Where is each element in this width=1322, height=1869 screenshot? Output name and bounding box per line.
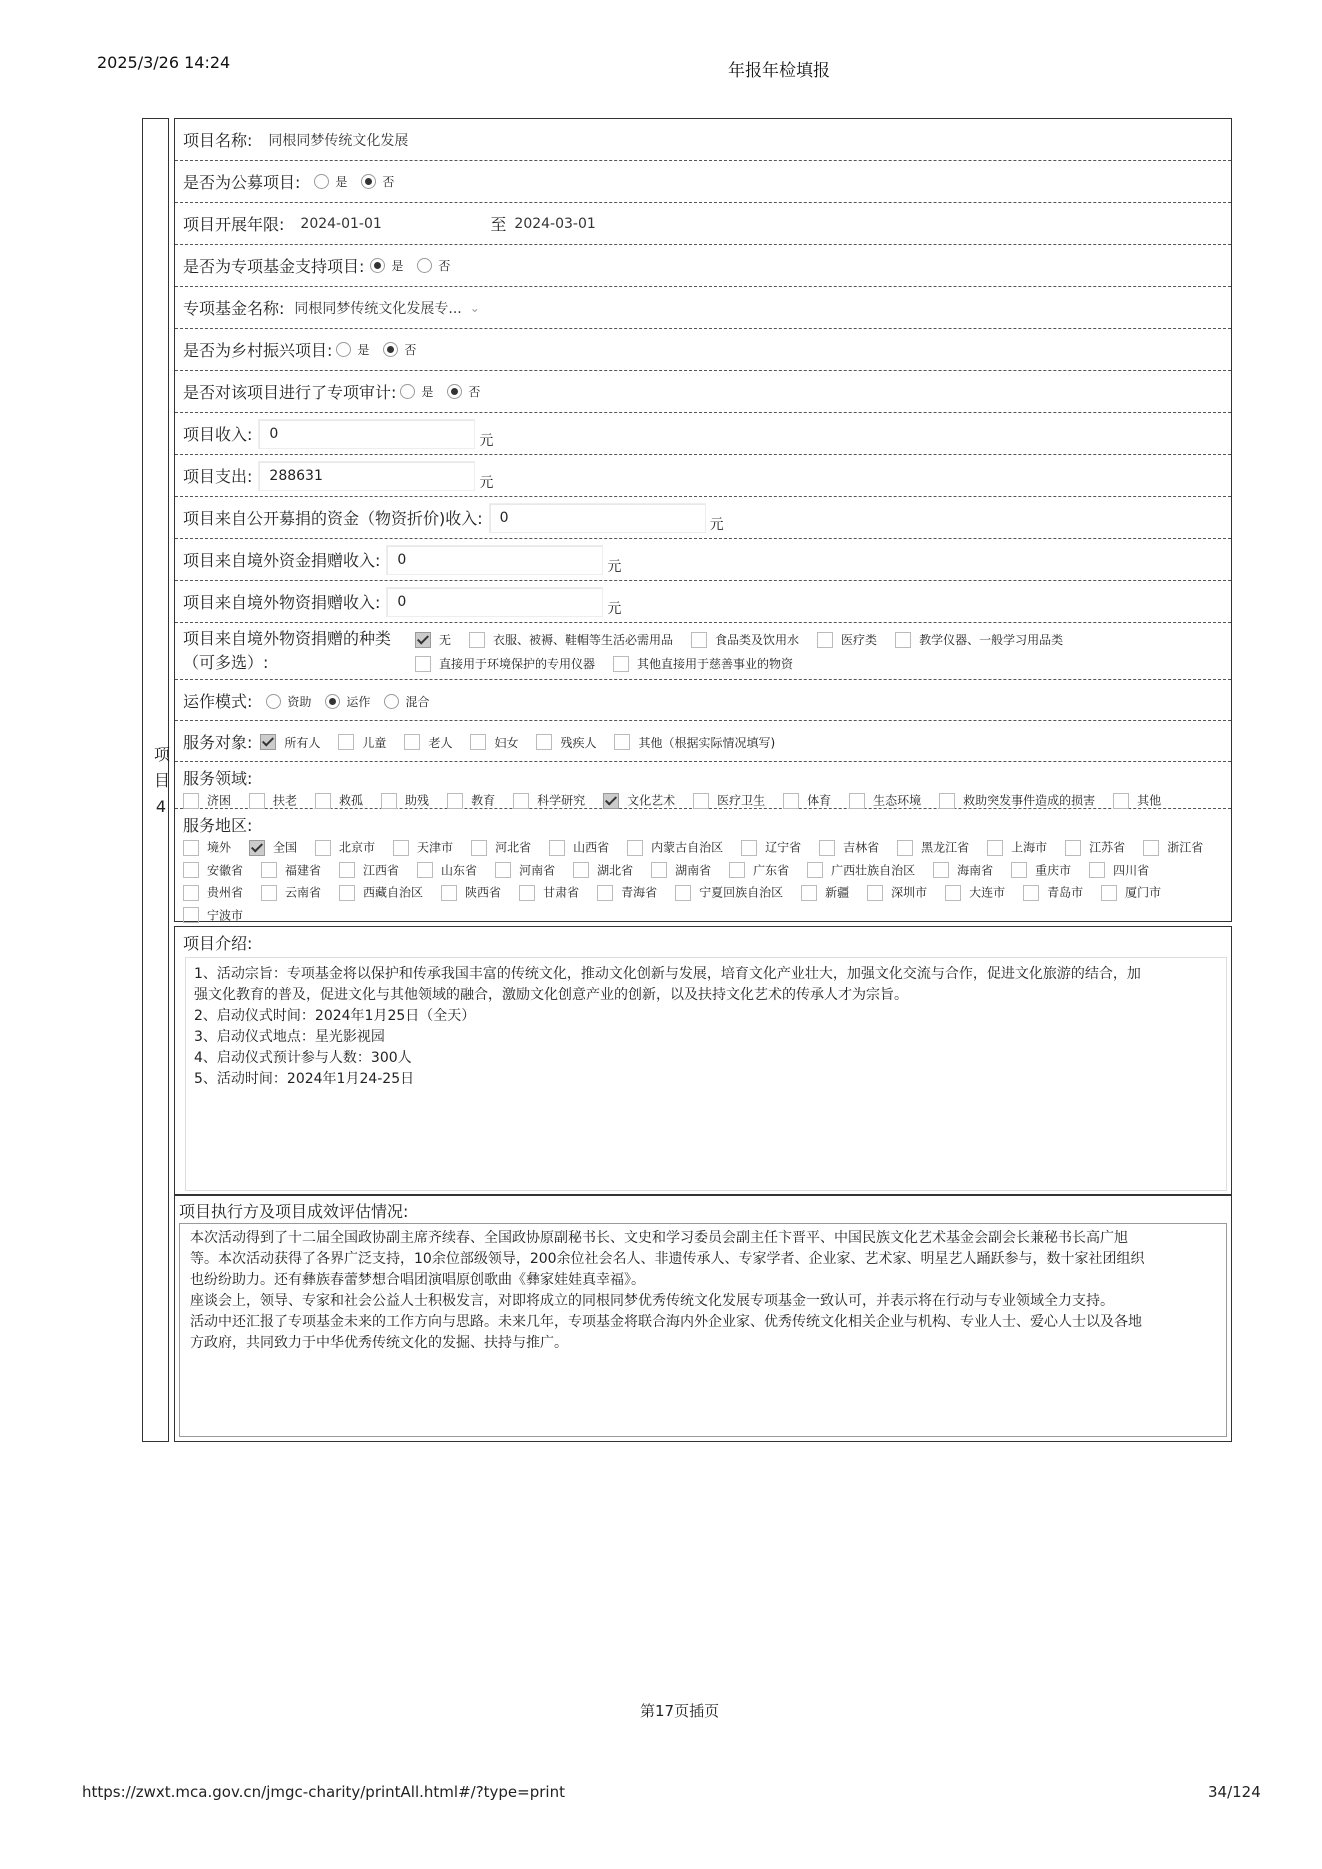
project-name-value[interactable]: 同根同梦传统文化发展 (268, 132, 409, 149)
overseas-goods-label: 项目来自境外物资捐赠收入: (183, 593, 381, 612)
project-form (142, 118, 1232, 1438)
checkbox-icon[interactable] (627, 840, 643, 856)
service-area-option[interactable] (393, 836, 453, 859)
evaluation-text-line: 等。本次活动获得了各界广泛支持，10余位部级领导，200余位社会名人、非遗传承人、专家学者、企业家、艺术家、明星艺人踊跃参与，数十家社团组织 (190, 1251, 1145, 1267)
checkbox-icon[interactable] (597, 885, 613, 901)
checkbox-icon[interactable] (1023, 885, 1039, 901)
service-field-option[interactable] (381, 789, 429, 812)
operation-radio[interactable] (325, 694, 340, 709)
checkbox-icon[interactable] (183, 907, 199, 923)
checkbox-label: 北京市 (339, 840, 376, 855)
operation-option-label: 运作 (346, 694, 371, 709)
service-area-option[interactable] (651, 859, 711, 882)
row-fund-name (175, 287, 1231, 329)
rural-no-label: 否 (404, 343, 417, 357)
service-target-option[interactable] (338, 732, 386, 751)
rural-no-radio[interactable] (383, 342, 398, 357)
checkbox-icon[interactable] (1089, 862, 1105, 878)
service-area-option[interactable] (519, 881, 579, 904)
checkbox-label: 福建省 (285, 863, 322, 877)
checkbox-icon[interactable] (536, 734, 552, 750)
checkbox-icon[interactable] (1143, 840, 1159, 856)
checkbox-icon[interactable] (381, 793, 397, 809)
checkbox-icon[interactable] (470, 734, 486, 750)
checkbox-label: 老人 (428, 735, 453, 750)
service-area-option[interactable] (183, 881, 243, 904)
checkbox-icon[interactable] (849, 793, 865, 809)
checkbox-icon[interactable] (415, 656, 431, 672)
checkbox-icon[interactable] (614, 734, 630, 750)
checkbox-label: 生态环境 (873, 793, 922, 808)
intro-text-line: 2、启动仪式时间：2024年1月25日（全天） (194, 1008, 476, 1024)
evaluation-textarea[interactable] (179, 1223, 1227, 1437)
rural-label: 是否为乡村振兴项目: (183, 341, 333, 360)
checkbox-icon[interactable] (675, 885, 691, 901)
checkbox-label: 宁波市 (207, 908, 244, 922)
row-period (175, 203, 1231, 245)
checkbox-label: 文化艺术 (627, 793, 676, 808)
goods-types-options-2 (415, 653, 811, 672)
checkbox-icon[interactable] (1011, 862, 1027, 878)
goods-types-label-multi: （可多选）: (183, 653, 269, 672)
service-area-option[interactable] (867, 881, 927, 904)
intro-text-line: 5、活动时间：2024年1月24-25日 (194, 1071, 415, 1087)
service-area-option[interactable] (261, 859, 321, 882)
row-goods-types (175, 623, 1231, 680)
audit-no-radio[interactable] (447, 384, 462, 399)
checkbox-icon[interactable] (519, 885, 535, 901)
operation-label: 运作模式: (183, 691, 253, 711)
service-target-option[interactable] (470, 732, 518, 751)
period-separator: 至 (490, 215, 507, 234)
checkbox-label: 山东省 (441, 863, 478, 877)
public-income-input[interactable]: 0 (489, 503, 706, 533)
audit-label: 是否对该项目进行了专项审计: (183, 383, 397, 402)
checkbox-label: 浙江省 (1167, 840, 1204, 855)
project-name-label: 项目名称: (183, 131, 253, 150)
checkbox-icon[interactable] (549, 840, 565, 856)
checkbox-icon[interactable] (819, 840, 835, 856)
checkbox-label: 四川省 (1113, 863, 1150, 877)
period-start-input[interactable]: 2024-01-01 (300, 215, 382, 232)
checkbox-label: 其他 (1137, 793, 1162, 808)
row-service-area (175, 809, 1231, 922)
service-area-option[interactable] (441, 881, 501, 904)
checkbox-label: 教育 (471, 793, 496, 808)
goods-type-option[interactable] (415, 629, 451, 648)
basic-info-section (174, 118, 1232, 922)
checkbox-label: 湖南省 (675, 863, 712, 877)
checkbox-label: 广东省 (753, 863, 790, 877)
row-service-field (175, 762, 1231, 809)
overseas-funds-unit: 元 (607, 558, 622, 575)
service-area-option[interactable] (741, 836, 801, 859)
public-label: 是否为公募项目: (183, 173, 301, 192)
service-field-option[interactable] (603, 789, 675, 812)
checkbox-icon[interactable] (693, 793, 709, 809)
overseas-funds-label: 项目来自境外资金捐赠收入: (183, 551, 381, 570)
checkbox-icon[interactable] (183, 862, 199, 878)
checkbox-icon[interactable] (183, 885, 199, 901)
service-area-option[interactable] (417, 859, 477, 882)
goods-types-options (415, 629, 1081, 648)
checkbox-label: 食品类及饮用水 (715, 633, 800, 647)
service-area-option[interactable] (987, 836, 1047, 859)
goods-type-option[interactable] (691, 629, 799, 648)
checkbox-checked-icon[interactable] (260, 734, 276, 750)
checkbox-label: 青海省 (621, 885, 658, 900)
row-public (175, 161, 1231, 203)
checkbox-icon[interactable] (315, 793, 331, 809)
checkbox-icon[interactable] (651, 862, 667, 878)
row-expense (175, 455, 1231, 497)
checkbox-icon[interactable] (339, 862, 355, 878)
checkbox-label: 江西省 (363, 863, 400, 877)
checkbox-checked-icon[interactable] (249, 840, 265, 856)
checkbox-icon[interactable] (895, 632, 911, 648)
checkbox-label: 西藏自治区 (363, 885, 424, 900)
operation-radio[interactable] (266, 694, 281, 709)
checkbox-icon[interactable] (261, 885, 277, 901)
service-area-option[interactable] (339, 859, 399, 882)
goods-type-option[interactable] (613, 653, 793, 672)
checkbox-label: 厦门市 (1125, 885, 1162, 900)
service-field-option[interactable] (849, 789, 921, 812)
public-yes-label: 是 (335, 175, 348, 189)
checkbox-label: 所有人 (284, 735, 321, 750)
service-area-option[interactable] (675, 881, 783, 904)
intro-text-line: 强文化教育的普及，促进文化与其他领域的融合，激励文化创意产业的创新，以及扶持文化艺术的传承人才为宗旨。 (194, 987, 908, 1003)
row-overseas-funds (175, 539, 1231, 581)
checkbox-icon[interactable] (338, 734, 354, 750)
checkbox-icon[interactable] (183, 840, 199, 856)
goods-type-option[interactable] (817, 629, 877, 648)
checkbox-label: 大连市 (969, 885, 1006, 900)
service-field-label: 服务领域: (183, 769, 253, 788)
checkbox-label: 助残 (405, 793, 430, 808)
special-fund-yes-radio[interactable] (370, 258, 385, 273)
checkbox-label: 吉林省 (843, 840, 880, 855)
checkbox-label: 青岛市 (1047, 885, 1084, 900)
service-area-option[interactable] (249, 836, 297, 859)
checkbox-label: 天津市 (417, 840, 454, 855)
checkbox-icon[interactable] (315, 840, 331, 856)
income-unit: 元 (479, 432, 494, 449)
audit-no-label: 否 (468, 385, 481, 399)
service-area-option[interactable] (1011, 859, 1071, 882)
service-area-option[interactable] (183, 836, 231, 859)
checkbox-icon[interactable] (441, 885, 457, 901)
audit-yes-radio[interactable] (400, 384, 415, 399)
checkbox-label: 体育 (807, 793, 832, 808)
intro-section (174, 926, 1232, 1196)
checkbox-label: 教学仪器、一般学习用品类 (919, 633, 1064, 647)
service-field-options (175, 789, 1231, 812)
checkbox-icon[interactable] (945, 885, 961, 901)
checkbox-icon[interactable] (1065, 840, 1081, 856)
checkbox-label: 内蒙古自治区 (651, 840, 724, 855)
service-area-option[interactable] (1023, 881, 1083, 904)
service-area-options (175, 836, 1231, 926)
checkbox-icon[interactable] (729, 862, 745, 878)
row-income (175, 413, 1231, 455)
checkbox-label: 江苏省 (1089, 840, 1126, 855)
goods-type-option[interactable] (469, 629, 673, 648)
expense-unit: 元 (479, 474, 494, 491)
service-area-option[interactable] (933, 859, 993, 882)
checkbox-label: 海南省 (957, 863, 994, 877)
service-area-option[interactable] (1089, 859, 1149, 882)
checkbox-label: 新疆 (825, 885, 850, 900)
evaluation-text-line: 座谈会上，领导、专家和社会公益人士积极发言，对即将成立的同根同梦优秀传统文化发展专项基金一致认可，并表示将在行动与专业领域全力支持。 (190, 1293, 1114, 1309)
checkbox-icon[interactable] (801, 885, 817, 901)
evaluation-text-line: 方政府，共同致力于中华优秀传统文化的发掘、扶持与推广。 (190, 1335, 568, 1351)
checkbox-icon[interactable] (613, 656, 629, 672)
goods-type-option[interactable] (415, 653, 595, 672)
service-field-option[interactable] (249, 789, 297, 812)
fund-name-label: 专项基金名称: (183, 299, 285, 318)
service-area-option[interactable] (1065, 836, 1125, 859)
service-area-option[interactable] (897, 836, 969, 859)
checkbox-label: 河南省 (519, 863, 556, 877)
checkbox-label: 河北省 (495, 840, 532, 855)
operation-option-label: 资助 (287, 694, 312, 709)
service-target-label: 服务对象: (183, 732, 253, 752)
checkbox-label: 儿童 (362, 735, 387, 750)
intro-textarea[interactable] (185, 957, 1227, 1191)
service-area-option[interactable] (573, 859, 633, 882)
checkbox-label: 宁夏回族自治区 (699, 885, 784, 900)
operation-options (252, 691, 429, 710)
fund-name-select[interactable]: 同根同梦传统文化发展专... (294, 300, 462, 317)
service-area-option[interactable] (627, 836, 723, 859)
special-fund-label: 是否为专项基金支持项目: (183, 257, 365, 276)
row-operation (175, 680, 1231, 721)
checkbox-icon[interactable] (513, 793, 529, 809)
overseas-funds-input[interactable]: 0 (386, 545, 603, 575)
checkbox-label: 广西壮族自治区 (831, 863, 916, 877)
checkbox-label: 深圳市 (891, 885, 928, 900)
checkbox-label: 济困 (207, 793, 232, 808)
row-public-income (175, 497, 1231, 539)
checkbox-label: 湖北省 (597, 863, 634, 877)
service-field-option[interactable] (183, 789, 231, 812)
rural-yes-label: 是 (357, 343, 370, 357)
overseas-goods-unit: 元 (607, 600, 622, 617)
evaluation-text-line: 也纷纷助力。还有彝族春蕾梦想合唱团演唱原创歌曲《彝家娃娃真幸福》。 (190, 1272, 645, 1288)
intro-text-line: 1、活动宗旨：专项基金将以保护和传承我国丰富的传统文化，推动文化创新与发展，培育文化产业壮大，加强文化交流与合作，促进文化旅游的结合，加 (194, 966, 1141, 982)
service-target-option[interactable] (260, 732, 320, 751)
checkbox-icon[interactable] (249, 793, 265, 809)
service-target-option[interactable] (614, 732, 775, 751)
page-counter: 34/124 (1208, 1783, 1261, 1801)
service-area-option[interactable] (1101, 881, 1161, 904)
service-area-option[interactable] (183, 859, 243, 882)
page-title: 年报年检填报 (728, 61, 830, 81)
checkbox-icon[interactable] (471, 840, 487, 856)
service-area-option[interactable] (597, 881, 657, 904)
service-area-option[interactable] (471, 836, 531, 859)
checkbox-icon[interactable] (817, 632, 833, 648)
evaluation-text-line: 本次活动得到了十二届全国政协副主席齐续春、全国政协原副秘书长、文史和学习委员会副主任卞晋平、中国民族文化艺术基金会副会长兼秘书长高广旭 (190, 1230, 1128, 1246)
operation-option-label: 混合 (405, 694, 430, 709)
expense-input[interactable]: 288631 (258, 461, 475, 491)
checkbox-icon[interactable] (495, 862, 511, 878)
checkbox-label: 妇女 (494, 735, 519, 750)
row-special-fund (175, 245, 1231, 287)
service-field-option[interactable] (939, 789, 1095, 812)
checkbox-label: 山西省 (573, 840, 610, 855)
checkbox-icon[interactable] (1101, 885, 1117, 901)
checkbox-label: 贵州省 (207, 885, 244, 900)
row-overseas-goods (175, 581, 1231, 623)
checkbox-icon[interactable] (867, 885, 883, 901)
period-end-input[interactable]: 2024-03-01 (514, 215, 596, 232)
checkbox-label: 直接用于环境保护的专用仪器 (439, 657, 596, 671)
checkbox-checked-icon[interactable] (415, 632, 431, 648)
checkbox-icon[interactable] (404, 734, 420, 750)
service-area-option[interactable] (183, 904, 243, 927)
checkbox-icon[interactable] (987, 840, 1003, 856)
checkbox-label: 陕西省 (465, 885, 502, 900)
checkbox-icon[interactable] (939, 793, 955, 809)
service-target-option[interactable] (404, 732, 452, 751)
checkbox-icon[interactable] (783, 793, 799, 809)
service-area-option[interactable] (315, 836, 375, 859)
goods-types-label: 项目来自境外物资捐赠的种类 (183, 629, 392, 648)
income-input[interactable]: 0 (258, 419, 475, 449)
evaluation-text-line: 活动中还汇报了专项基金未来的工作方向与思路。未来几年，专项基金将联合海内外企业家、优秀传统文化相关企业与机构、专业人士、爱心人士以及各地 (190, 1314, 1142, 1330)
checkbox-label: 重庆市 (1035, 863, 1072, 877)
checkbox-icon[interactable] (183, 793, 199, 809)
checkbox-label: 无 (439, 633, 452, 647)
service-area-option[interactable] (339, 881, 423, 904)
income-label: 项目收入: (183, 425, 253, 444)
checkbox-checked-icon[interactable] (603, 793, 619, 809)
row-rural (175, 329, 1231, 371)
public-no-label: 否 (382, 175, 395, 189)
checkbox-icon[interactable] (393, 840, 409, 856)
service-area-label: 服务地区: (183, 816, 253, 835)
intro-label: 项目介绍: (183, 934, 253, 953)
checkbox-icon[interactable] (691, 632, 707, 648)
service-area-option[interactable] (729, 859, 789, 882)
checkbox-icon[interactable] (897, 840, 913, 856)
service-field-option[interactable] (513, 789, 585, 812)
audit-yes-label: 是 (421, 385, 434, 399)
service-area-option[interactable] (261, 881, 321, 904)
intro-text-line: 4、启动仪式预计参与人数：300人 (194, 1050, 412, 1066)
service-field-option[interactable] (783, 789, 831, 812)
checkbox-label: 救助突发事件造成的损害 (963, 793, 1096, 808)
row-project-name (175, 119, 1231, 161)
project-number-label: 项 目 4 (154, 745, 171, 816)
service-field-option[interactable] (447, 789, 495, 812)
checkbox-label: 上海市 (1011, 840, 1048, 855)
checkbox-label: 其他（根据实际情况填写) (638, 735, 776, 750)
checkbox-icon[interactable] (417, 862, 433, 878)
service-target-option[interactable] (536, 732, 596, 751)
service-area-option[interactable] (801, 881, 849, 904)
checkbox-label: 境外 (207, 840, 232, 855)
checkbox-label: 全国 (273, 840, 298, 855)
checkbox-label: 医疗卫生 (717, 793, 766, 808)
checkbox-icon[interactable] (1113, 793, 1129, 809)
checkbox-label: 科学研究 (537, 793, 586, 808)
checkbox-label: 医疗类 (841, 633, 878, 647)
service-area-option[interactable] (495, 859, 555, 882)
service-field-option[interactable] (315, 789, 363, 812)
checkbox-icon[interactable] (469, 632, 485, 648)
checkbox-label: 云南省 (285, 885, 322, 900)
row-audit (175, 371, 1231, 413)
service-area-option[interactable] (819, 836, 879, 859)
checkbox-label: 安徽省 (207, 863, 244, 877)
checkbox-label: 残疾人 (560, 735, 597, 750)
expense-label: 项目支出: (183, 467, 253, 486)
service-field-option[interactable] (693, 789, 765, 812)
evaluation-section (174, 1194, 1232, 1442)
checkbox-icon[interactable] (933, 862, 949, 878)
goods-type-option[interactable] (895, 629, 1063, 648)
rural-yes-radio[interactable] (336, 342, 351, 357)
checkbox-label: 其他直接用于慈善事业的物资 (637, 657, 794, 671)
checkbox-label: 衣服、被褥、鞋帽等生活必需用品 (493, 633, 674, 647)
checkbox-label: 扶老 (273, 793, 298, 808)
print-url: https://zwxt.mca.gov.cn/jmgc-charity/printAll.html#/?type=print (82, 1783, 565, 1801)
checkbox-icon[interactable] (339, 885, 355, 901)
period-label: 项目开展年限: (183, 215, 285, 234)
chevron-down-icon[interactable]: ⌄ (469, 300, 480, 315)
public-income-label: 项目来自公开募捐的资金（物资折价)收入: (183, 509, 483, 528)
service-area-option[interactable] (1143, 836, 1203, 859)
public-yes-radio[interactable] (314, 174, 329, 189)
checkbox-label: 甘肃省 (543, 885, 580, 900)
evaluation-label: 项目执行方及项目成效评估情况: (179, 1202, 409, 1221)
overseas-goods-input[interactable]: 0 (386, 587, 603, 617)
operation-radio[interactable] (384, 694, 399, 709)
public-income-unit: 元 (709, 516, 724, 533)
page-insert-label: 第17页插页 (640, 1702, 720, 1720)
service-area-option[interactable] (945, 881, 1005, 904)
public-no-radio[interactable] (361, 174, 376, 189)
special-fund-no-radio[interactable] (417, 258, 432, 273)
checkbox-icon[interactable] (447, 793, 463, 809)
special-fund-yes-label: 是 (391, 259, 404, 273)
checkbox-label: 辽宁省 (765, 840, 802, 855)
service-field-option[interactable] (1113, 789, 1161, 812)
row-service-target (175, 721, 1231, 762)
checkbox-icon[interactable] (741, 840, 757, 856)
print-datetime: 2025/3/26 14:24 (97, 53, 231, 72)
service-area-option[interactable] (549, 836, 609, 859)
service-area-option[interactable] (807, 859, 915, 882)
service-target-options (260, 732, 793, 751)
checkbox-icon[interactable] (261, 862, 277, 878)
intro-text-line: 3、启动仪式地点：星光影视园 (194, 1029, 385, 1045)
checkbox-label: 黑龙江省 (921, 840, 970, 855)
checkbox-icon[interactable] (573, 862, 589, 878)
checkbox-label: 救孤 (339, 793, 364, 808)
checkbox-icon[interactable] (807, 862, 823, 878)
special-fund-no-label: 否 (438, 259, 451, 273)
